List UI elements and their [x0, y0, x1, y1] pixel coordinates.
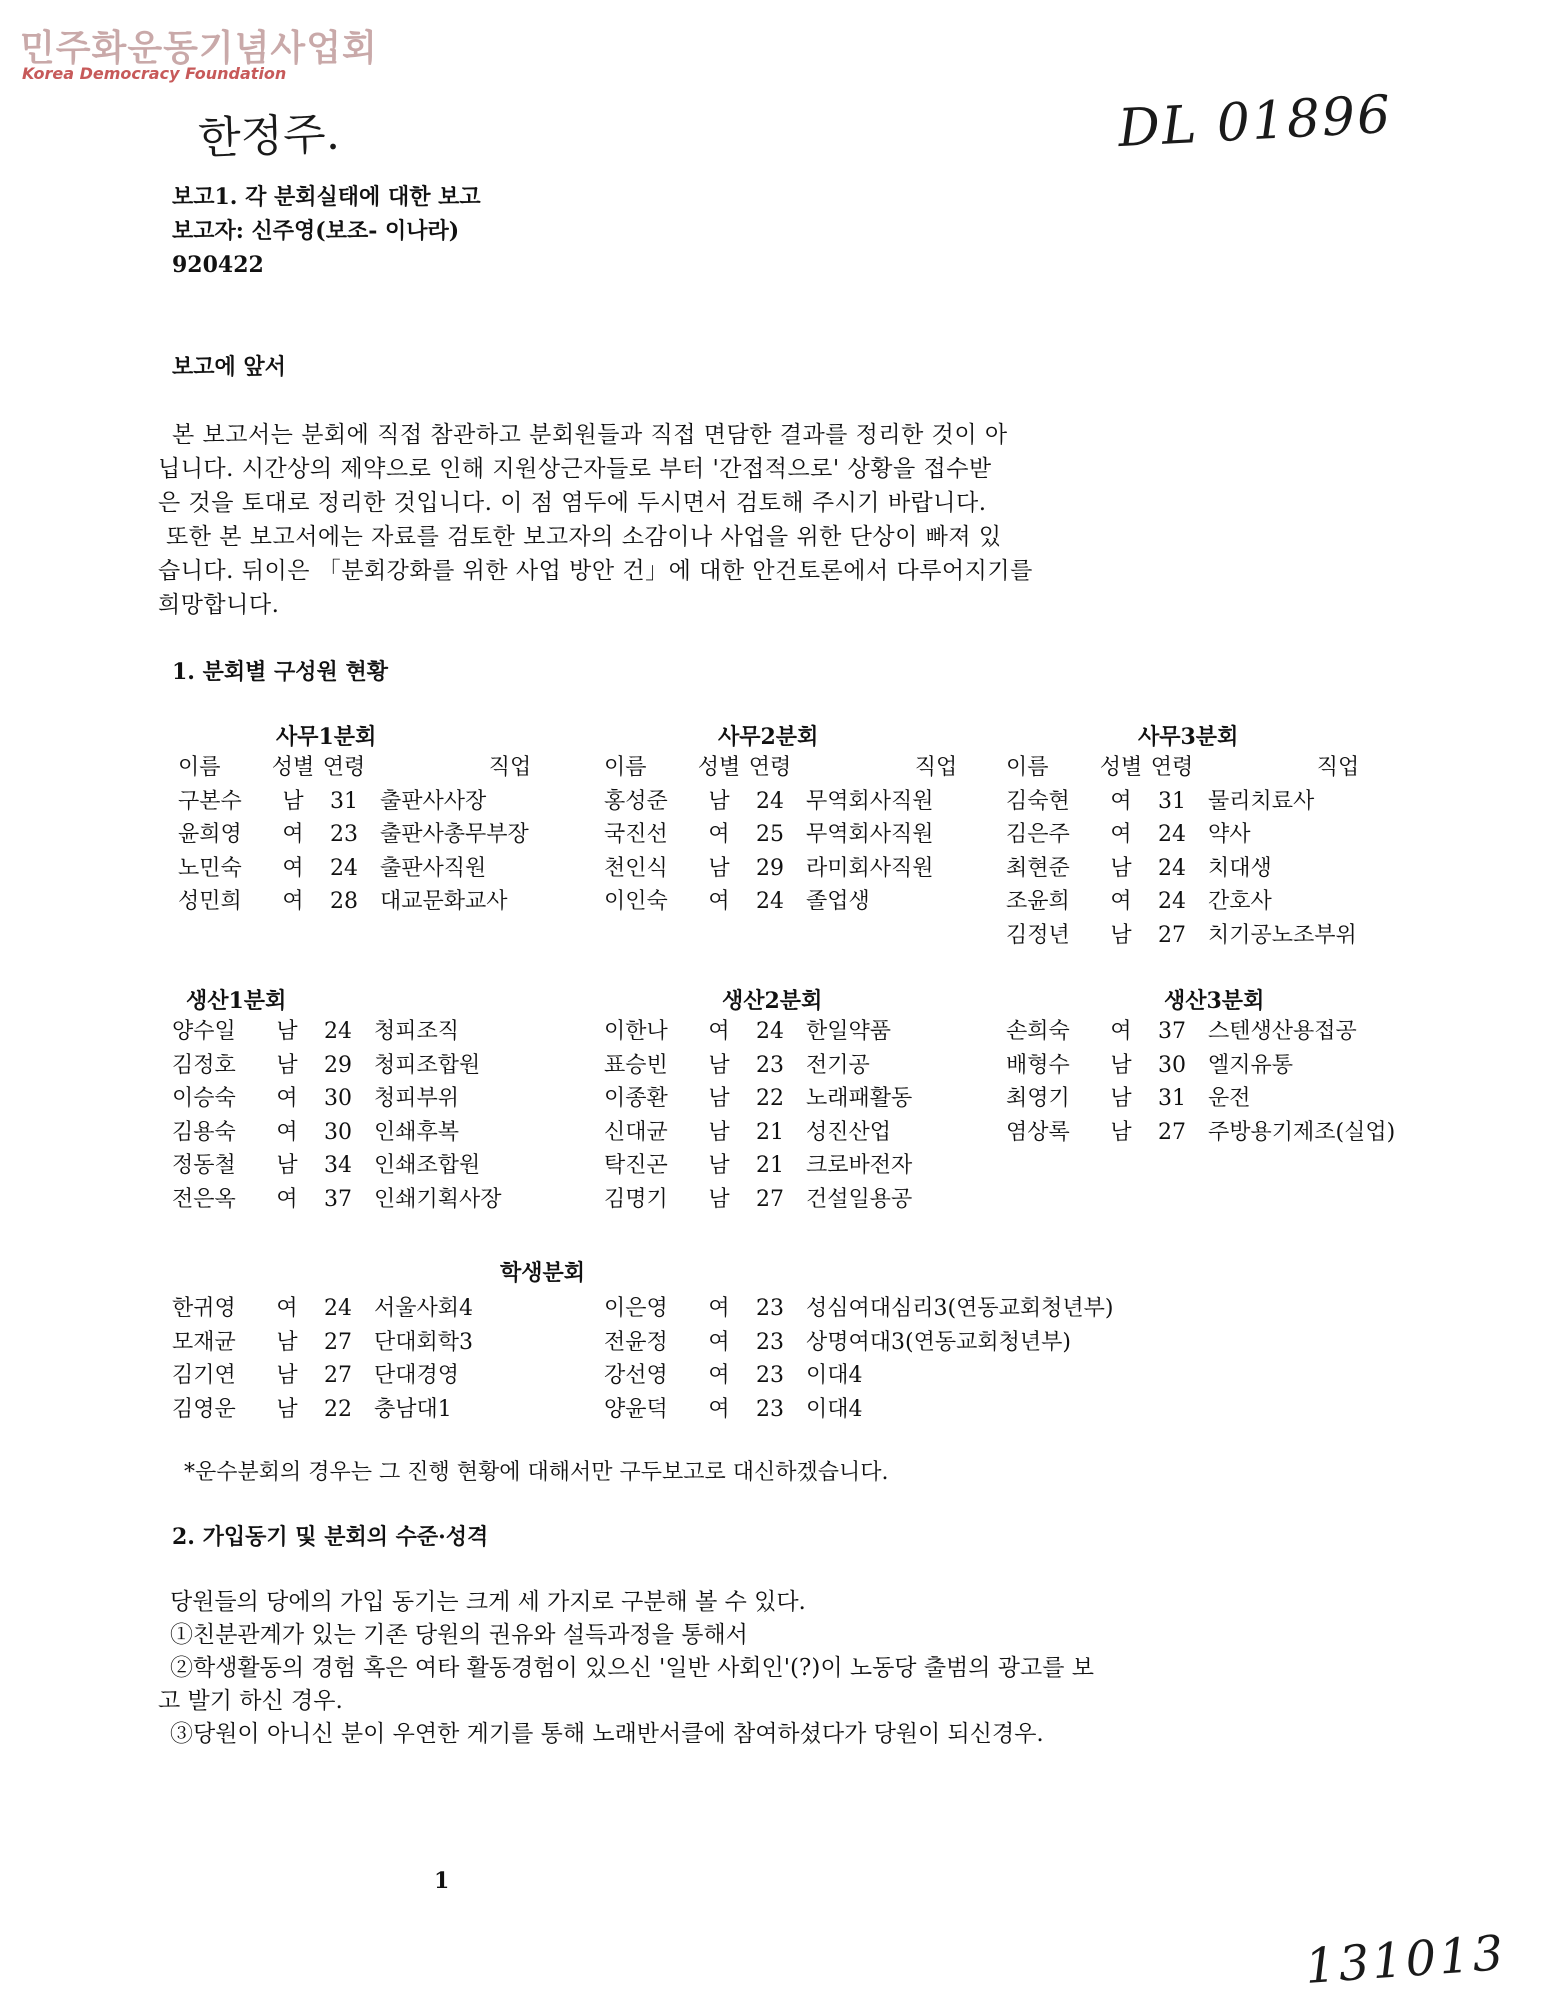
member-row [1006, 1015, 1508, 1049]
member-job: 이대4 [806, 1396, 863, 1422]
member-job: 치기공노조부위 [1208, 922, 1357, 948]
member-sex: 여 [1110, 1019, 1132, 1044]
member-sex: 남 [708, 1119, 730, 1145]
section2-item: ①친분관계가 있는 기존 당원의 권유와 설득과정을 통해서 [170, 1622, 748, 1648]
member-age: 37 [1158, 1019, 1186, 1044]
member-row [172, 1359, 634, 1393]
member-row [178, 818, 640, 852]
member-job: 단대경영 [374, 1363, 460, 1388]
member-sex: 남 [276, 1396, 298, 1422]
member-age: 30 [1158, 1052, 1186, 1078]
member-job: 청피부위 [374, 1086, 460, 1111]
member-row [178, 885, 640, 919]
member-job: 간호사 [1208, 889, 1272, 914]
member-age: 28 [330, 889, 358, 914]
preface-line: 습니다. 뒤이은 「분회강화를 위한 사업 방안 건」에 대한 안건토론에서 다루어지기를 [158, 558, 1033, 584]
member-job: 이대4 [806, 1363, 863, 1388]
member-job: 무역회사직원 [806, 788, 934, 814]
member-name: 윤희영 [178, 822, 242, 847]
member-sex: 남 [1110, 922, 1132, 948]
group-production2 [604, 984, 1066, 1216]
member-row [172, 1183, 634, 1217]
member-age: 23 [330, 822, 358, 847]
member-job: 졸업생 [806, 889, 870, 914]
group-title: 학생분회 [500, 1260, 586, 1286]
member-name: 염상록 [1006, 1119, 1070, 1145]
member-age: 31 [1158, 1086, 1186, 1111]
member-age: 24 [1158, 822, 1186, 847]
member-age: 29 [324, 1052, 352, 1078]
member-age: 24 [1158, 889, 1186, 914]
member-sex: 남 [708, 788, 730, 814]
member-sex: 여 [1110, 889, 1132, 914]
member-age: 24 [324, 1019, 352, 1044]
group-title: 사무1분회 [276, 724, 377, 750]
section2-item: ③당원이 아니신 분이 우연한 게기를 통해 노래반서클에 참여하셨다가 당원이 되신경우. [170, 1721, 1044, 1747]
group-title: 생산1분회 [186, 988, 287, 1014]
member-age: 24 [756, 1019, 784, 1044]
member-sex: 남 [708, 1086, 730, 1111]
member-row [604, 885, 1066, 919]
group-title: 생산3분회 [1164, 988, 1265, 1014]
member-sex: 남 [276, 1052, 298, 1078]
member-sex: 남 [276, 1329, 298, 1355]
member-job: 출판사총무부장 [380, 822, 529, 847]
member-name: 성민희 [178, 889, 242, 914]
member-age: 24 [1158, 855, 1186, 881]
member-age: 24 [324, 1296, 352, 1321]
member-name: 양윤덕 [604, 1396, 668, 1422]
member-age: 27 [324, 1329, 352, 1355]
member-job: 약사 [1208, 822, 1251, 847]
member-sex: 남 [276, 1019, 298, 1044]
member-sex: 여 [276, 1186, 298, 1212]
section2-item: 고 발기 하신 경우. [158, 1688, 343, 1714]
member-job: 성심여대심리3(연동교회청년부) [806, 1296, 1114, 1321]
member-row [604, 1049, 1066, 1083]
member-row [172, 1116, 634, 1150]
member-row [178, 852, 640, 886]
col-sex-header: 성별 [697, 755, 741, 780]
member-sex: 여 [1110, 822, 1132, 847]
member-age: 22 [756, 1086, 784, 1111]
member-row [172, 1082, 634, 1116]
member-row [178, 785, 640, 819]
member-sex: 여 [282, 889, 304, 914]
member-name: 김기연 [172, 1363, 236, 1388]
member-row [604, 1082, 1066, 1116]
handwritten-stamp-number: 131013 [1303, 1925, 1508, 1995]
member-age: 31 [330, 788, 358, 814]
column-header [178, 751, 640, 785]
member-age: 27 [1158, 922, 1186, 948]
member-job: 주방용기제조(실업) [1208, 1119, 1396, 1145]
report-date: 920422 [172, 252, 264, 278]
member-job: 물리치료사 [1208, 788, 1315, 814]
member-row [1006, 885, 1468, 919]
member-row [604, 1149, 1066, 1183]
member-name: 이은영 [604, 1296, 668, 1321]
member-age: 34 [324, 1153, 352, 1178]
col-name-header: 이름 [178, 755, 221, 780]
member-name: 전윤정 [604, 1329, 668, 1355]
member-job: 한일약품 [806, 1019, 892, 1044]
member-name: 표승빈 [604, 1052, 668, 1078]
group-production1 [172, 984, 634, 1216]
member-age: 25 [756, 822, 784, 847]
column-header [604, 751, 1066, 785]
section2-intro: 당원들의 당에의 가입 동기는 크게 세 가지로 구분해 볼 수 있다. [170, 1589, 806, 1615]
member-sex: 남 [1110, 1119, 1132, 1145]
foundation-watermark-en: Korea Democracy Foundation [22, 64, 287, 83]
member-sex: 여 [708, 1363, 730, 1388]
member-sex: 여 [276, 1119, 298, 1145]
member-name: 정동철 [172, 1153, 236, 1178]
member-job: 성진산업 [806, 1119, 892, 1145]
member-name: 탁진곤 [604, 1153, 668, 1178]
member-row [604, 1116, 1066, 1150]
member-sex: 여 [1110, 788, 1132, 814]
member-row [1006, 1049, 1508, 1083]
member-name: 김영운 [172, 1396, 236, 1422]
member-job: 출판사사장 [380, 788, 487, 814]
handwritten-name: 한정주. [197, 108, 341, 165]
member-name: 김용숙 [172, 1119, 236, 1145]
reporter-line: 보고자: 신주영(보조- 이나라) [172, 218, 460, 244]
member-age: 27 [324, 1363, 352, 1388]
member-sex: 여 [282, 855, 304, 881]
preface-paragraph [158, 418, 1188, 622]
member-name: 김명기 [604, 1186, 668, 1212]
member-name: 강선영 [604, 1363, 668, 1388]
member-job: 무역회사직원 [806, 822, 934, 847]
col-age-header: 연령 [748, 755, 792, 780]
member-row [604, 1292, 1226, 1326]
member-age: 31 [1158, 788, 1186, 814]
col-job-header: 직업 [1316, 755, 1360, 780]
member-row [604, 1183, 1066, 1217]
preface-line: 본 보고서는 분회에 직접 참관하고 분회원들과 직접 면담한 결과를 정리한 것이 아 [172, 422, 1008, 448]
member-job: 크로바전자 [806, 1153, 913, 1178]
member-age: 23 [756, 1396, 784, 1422]
col-age-header: 연령 [1150, 755, 1194, 780]
member-row [604, 852, 1066, 886]
member-job: 전기공 [806, 1052, 870, 1078]
member-name: 최현준 [1006, 855, 1070, 881]
member-name: 김은주 [1006, 822, 1070, 847]
member-sex: 남 [708, 1153, 730, 1178]
member-job: 출판사직원 [380, 855, 487, 881]
member-job: 라미회사직원 [806, 855, 934, 881]
member-sex: 남 [708, 855, 730, 881]
member-name: 손희숙 [1006, 1019, 1070, 1044]
member-job: 청피조직 [374, 1019, 460, 1044]
member-age: 24 [330, 855, 358, 881]
member-age: 30 [324, 1086, 352, 1111]
member-job: 인쇄후복 [374, 1119, 460, 1145]
member-row [604, 1359, 1226, 1393]
member-sex: 남 [1110, 1086, 1132, 1111]
member-job: 건설일용공 [806, 1186, 913, 1212]
member-name: 김정호 [172, 1052, 236, 1078]
member-name: 이한나 [604, 1019, 668, 1044]
member-age: 27 [1158, 1119, 1186, 1145]
col-sex-header: 성별 [1099, 755, 1143, 780]
group-student-right [604, 1292, 1226, 1426]
member-age: 37 [324, 1186, 352, 1212]
member-row [1006, 785, 1468, 819]
section2-item: ②학생활동의 경험 혹은 여타 활동경험이 있으신 '일반 사회인'(?)이 노동당 출범의 광고를 보 [170, 1655, 1094, 1681]
member-row [172, 1326, 634, 1360]
member-name: 이인숙 [604, 889, 668, 914]
member-job: 청피조합원 [374, 1052, 481, 1078]
col-age-header: 연령 [322, 755, 366, 780]
member-sex: 남 [1110, 1052, 1132, 1078]
section1-note: *운수분회의 경우는 그 진행 현황에 대해서만 구두보고로 대신하겠습니다. [184, 1460, 889, 1485]
member-row [604, 785, 1066, 819]
group-title: 생산2분회 [722, 988, 823, 1014]
member-age: 27 [756, 1186, 784, 1212]
member-name: 구본수 [178, 788, 242, 814]
group-office1 [178, 720, 640, 919]
member-name: 김숙현 [1006, 788, 1070, 814]
member-name: 신대균 [604, 1119, 668, 1145]
member-sex: 여 [282, 822, 304, 847]
member-job: 서울사회4 [374, 1296, 474, 1321]
col-job-header: 직업 [488, 755, 532, 780]
preface-line: 희망합니다. [158, 592, 280, 618]
member-age: 21 [756, 1119, 784, 1145]
section1-heading: 1. 분회별 구성원 현황 [172, 659, 388, 685]
member-age: 21 [756, 1153, 784, 1178]
member-row [172, 1393, 634, 1427]
member-age: 23 [756, 1052, 784, 1078]
member-sex: 여 [708, 889, 730, 914]
member-row [172, 1015, 634, 1049]
member-sex: 남 [1110, 855, 1132, 881]
member-sex: 여 [708, 1329, 730, 1355]
group-title: 사무2분회 [718, 724, 819, 750]
member-name: 이종환 [604, 1086, 668, 1111]
member-name: 최영기 [1006, 1086, 1070, 1111]
member-name: 국진선 [604, 822, 668, 847]
member-job: 단대회학3 [374, 1329, 474, 1355]
member-sex: 여 [708, 1019, 730, 1044]
section2-body [158, 1586, 1094, 1751]
member-job: 대교문화교사 [380, 889, 508, 914]
group-student-left [172, 1292, 634, 1426]
member-row [1006, 1116, 1508, 1150]
col-sex-header: 성별 [271, 755, 315, 780]
member-row [604, 818, 1066, 852]
member-name: 배형수 [1006, 1052, 1070, 1078]
member-job: 엘지유통 [1208, 1052, 1294, 1078]
group-production3 [1006, 984, 1508, 1149]
member-age: 23 [756, 1363, 784, 1388]
member-job: 운전 [1208, 1086, 1251, 1111]
member-row [1006, 919, 1468, 953]
column-header [1006, 751, 1468, 785]
member-row [1006, 818, 1468, 852]
member-name: 양수일 [172, 1019, 236, 1044]
member-job: 치대생 [1208, 855, 1272, 881]
member-sex: 남 [276, 1363, 298, 1388]
member-age: 24 [756, 889, 784, 914]
col-name-header: 이름 [604, 755, 647, 780]
member-name: 한귀영 [172, 1296, 236, 1321]
col-job-header: 직업 [914, 755, 958, 780]
member-sex: 남 [282, 788, 304, 814]
member-job: 상명여대3(연동교회청년부) [806, 1329, 1071, 1355]
member-name: 홍성준 [604, 788, 668, 814]
member-row [172, 1149, 634, 1183]
preface-line: 은 것을 토대로 정리한 것입니다. 이 점 염두에 두시면서 검토해 주시기 바랍니다. [158, 490, 987, 516]
member-age: 23 [756, 1329, 784, 1355]
member-job: 인쇄기획사장 [374, 1186, 502, 1212]
preface-line: 닙니다. 시간상의 제약으로 인해 지원상근자들로 부터 '간접적으로' 상황을 접수받 [158, 456, 992, 482]
member-row [604, 1393, 1226, 1427]
preface-line: 또한 본 보고서에는 자료를 검토한 보고자의 소감이나 사업을 위한 단상이 빠져 있 [166, 524, 1002, 550]
member-row [604, 1015, 1066, 1049]
group-title: 사무3분회 [1138, 724, 1239, 750]
member-name: 김정년 [1006, 922, 1070, 948]
report-title: 보고1. 각 분회실태에 대한 보고 [172, 184, 481, 210]
member-age: 29 [756, 855, 784, 881]
member-name: 천인식 [604, 855, 668, 881]
member-sex: 여 [708, 822, 730, 847]
group-office3 [1006, 720, 1468, 952]
handwritten-archive-code: DL 01896 [1116, 84, 1394, 160]
member-name: 조윤희 [1006, 889, 1070, 914]
member-name: 전은옥 [172, 1186, 236, 1212]
member-row [172, 1292, 634, 1326]
member-sex: 여 [708, 1396, 730, 1422]
member-sex: 남 [708, 1186, 730, 1212]
member-name: 노민숙 [178, 855, 242, 881]
member-sex: 여 [276, 1086, 298, 1111]
member-row [604, 1326, 1226, 1360]
member-age: 24 [756, 788, 784, 814]
member-sex: 남 [276, 1153, 298, 1178]
member-sex: 여 [276, 1296, 298, 1321]
member-age: 30 [324, 1119, 352, 1145]
member-age: 23 [756, 1296, 784, 1321]
member-age: 22 [324, 1396, 352, 1422]
member-sex: 남 [708, 1052, 730, 1078]
col-name-header: 이름 [1006, 755, 1049, 780]
member-row [1006, 852, 1468, 886]
member-row [1006, 1082, 1508, 1116]
member-job: 충남대1 [374, 1396, 452, 1422]
preface-heading: 보고에 앞서 [172, 354, 286, 380]
group-office2 [604, 720, 1066, 919]
member-job: 인쇄조합원 [374, 1153, 481, 1178]
member-name: 이승숙 [172, 1086, 236, 1111]
member-name: 모재균 [172, 1329, 236, 1355]
member-job: 스텐생산용접공 [1208, 1019, 1357, 1044]
foundation-watermark: 민주화운동기념사업회 [20, 28, 378, 69]
member-job: 노래패활동 [806, 1086, 913, 1111]
section2-heading: 2. 가입동기 및 분회의 수준·성격 [172, 1524, 489, 1550]
member-sex: 여 [708, 1296, 730, 1321]
member-row [172, 1049, 634, 1083]
page-number: 1 [434, 1868, 450, 1894]
